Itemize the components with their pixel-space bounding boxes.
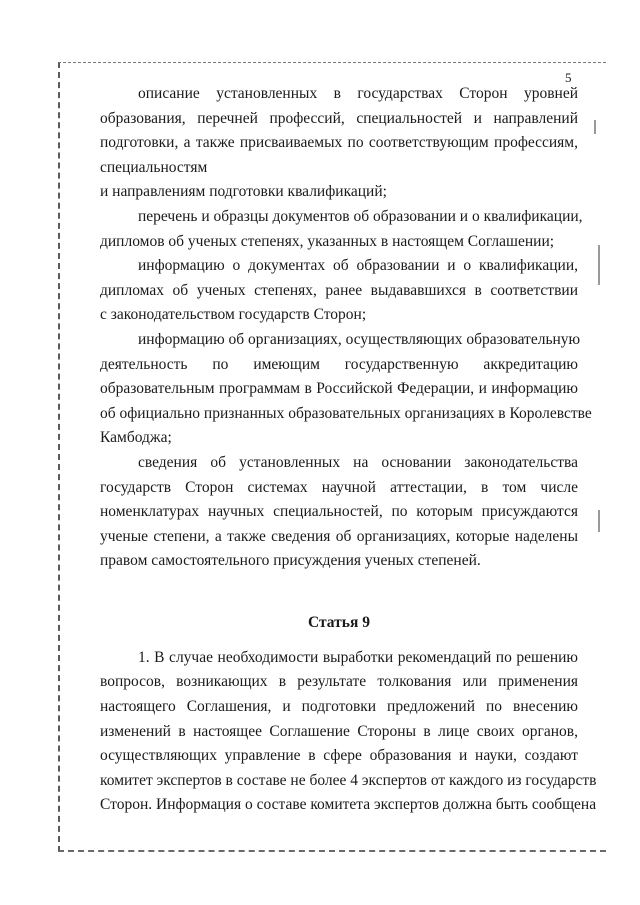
article-line: изменений в настоящее Соглашение Стороны в лице своих органов, bbox=[100, 722, 578, 740]
section-gap bbox=[100, 574, 578, 608]
paragraph-line: ученые степени, а также сведения об организациях, которые наделены bbox=[100, 527, 578, 545]
paragraph-line: дипломах об ученых степенях, ранее выдававшихся в соответствии bbox=[100, 281, 578, 299]
paragraph-line: описание установленных в государствах Сторон уровней bbox=[138, 85, 578, 102]
paragraph-line: информацию о документах об образовании и о квалификации, bbox=[138, 257, 578, 275]
article-line: комитет экспертов в составе не более 4 экспертов от каждого из государств bbox=[100, 771, 597, 789]
article-line: Сторон. Информация о составе комитета экспертов должна быть сообщена bbox=[100, 796, 597, 814]
paragraph-line: деятельность по имеющим государственную аккредитацию bbox=[100, 355, 578, 373]
paragraph-line: специальностям bbox=[100, 158, 208, 176]
scan-edge-mark bbox=[598, 245, 600, 285]
article-line: 1. В случае необходимости выработки рекомендаций по решению bbox=[138, 648, 578, 666]
paragraph-line: образования, перечней профессий, специальностей и направлений bbox=[100, 109, 578, 127]
paragraph-line: перечень и образцы документов об образовании и о квалификации, bbox=[138, 207, 583, 225]
paragraph-line: сведения об установленных на основании законодательства bbox=[138, 453, 578, 471]
paragraph-line: образовательным программам в Российской Федерации, и информацию bbox=[100, 380, 578, 398]
paragraph-line: и направлениям подготовки квалификаций; bbox=[100, 183, 387, 201]
article-line: вопросов, возникающих в результате толкования или применения bbox=[100, 673, 578, 691]
article-heading: Статья 9 bbox=[308, 613, 370, 631]
document-body bbox=[100, 82, 597, 818]
paragraph-line: государств Сторон системах научной аттестации, в том числе bbox=[100, 478, 578, 496]
page-number: 5 bbox=[565, 70, 572, 85]
scan-edge-mark bbox=[598, 510, 600, 532]
paragraph-line: с законодательством государств Сторон; bbox=[100, 306, 367, 324]
paragraph-line: Камбоджа; bbox=[100, 429, 172, 447]
article-line: настоящего Соглашения, и подготовки предложений по внесению bbox=[100, 698, 578, 716]
paragraph-line: информацию об организациях, осуществляющих образовательную bbox=[138, 330, 581, 348]
article-line: осуществляющих управление в сфере образования и науки, создают bbox=[100, 747, 578, 765]
paragraph-line: об официально признанных образовательных организациях в Королевстве bbox=[100, 404, 592, 422]
heading-gap bbox=[100, 638, 578, 646]
paragraph-line: дипломов об ученых степенях, указанных в настоящем Соглашении; bbox=[100, 232, 555, 250]
scan-edge-mark bbox=[594, 120, 596, 134]
paragraph-line: подготовки, а также присваиваемых по соответствующим профессиям, bbox=[100, 134, 578, 152]
paragraph-line: правом самостоятельного присуждения ученых степеней. bbox=[100, 552, 481, 570]
paragraph-line: номенклатурах научных специальностей, по которым присуждаются bbox=[100, 503, 578, 521]
